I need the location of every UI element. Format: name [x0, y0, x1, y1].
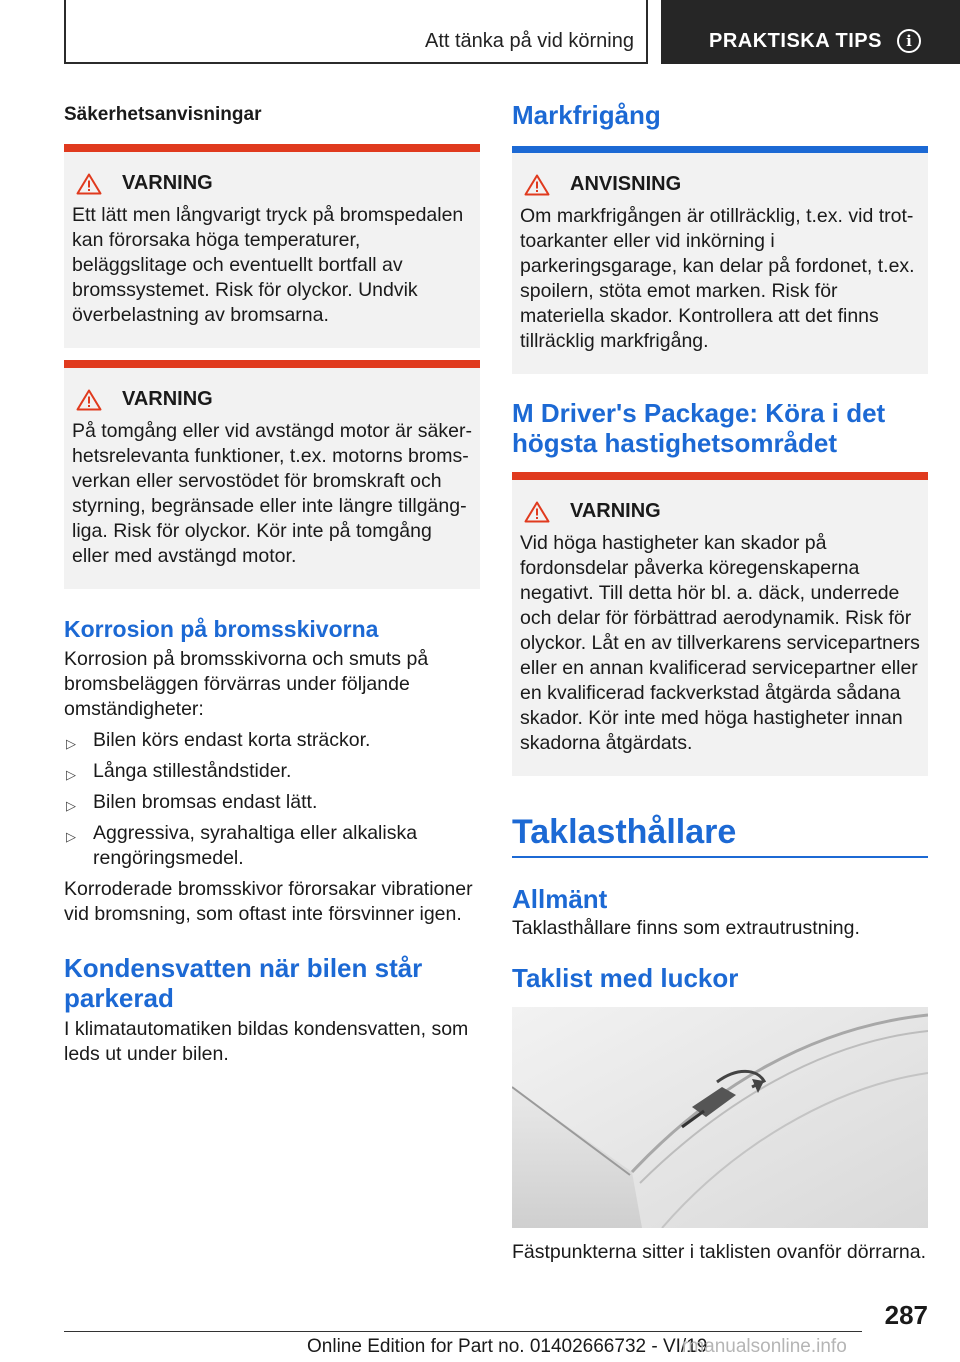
condensation-heading: Kondensvatten när bilen står parkerad — [64, 953, 423, 1013]
warning-label-3: VARNING — [570, 500, 661, 522]
roof-caption: Fästpunkterna sitter i taklisten ovanför dörrarna. — [512, 1241, 927, 1263]
clearance-heading: Markfrigång — [512, 100, 661, 130]
warning-triangle-icon — [524, 501, 550, 523]
warning-triangle-icon — [76, 389, 102, 411]
corrosion-intro: Korrosion på bromsskivorna och smuts på bromsbeläggen förvärras under följande omständigheter: — [64, 648, 429, 720]
header-section-box — [64, 0, 648, 64]
warning-text-2: På tomgång eller vid avstängd motor är säkerhetsrelevanta funktioner, t.ex. motorns bromsverkan eller servostödet för bromskraft och styrning, begränsade eller inte längre tillgängliga. Risk för olyckor. Kör inte på tomgång eller med avstängd motor. — [72, 420, 472, 567]
notice-title — [522, 173, 920, 196]
header-chapter-box — [661, 0, 960, 64]
info-icon[interactable]: i — [897, 29, 921, 53]
corrosion-heading: Korrosion på bromsskivorna — [64, 616, 379, 642]
warning-text-1: Ett lätt men långvarigt tryck på bromspedalen kan förorsaka höga temperaturer, beläggslitage och eventuellt bortfall av bromssystemet. Risk för olyckor. Undvik överbelastning av bromsarna. — [72, 204, 464, 326]
warning-label-1: VARNING — [122, 172, 213, 194]
warning-box-3 — [512, 472, 928, 776]
warning-box-1 — [64, 144, 480, 348]
strip-heading: Taklist med luckor — [512, 963, 739, 993]
warning-title-1 — [74, 172, 472, 195]
triangle-bullet-icon: ▷ — [66, 798, 76, 813]
warning-label-2: VARNING — [122, 388, 213, 410]
corrosion-list — [64, 728, 480, 871]
left-column — [64, 100, 480, 1067]
roof-rail-photo — [512, 1007, 928, 1228]
safety-heading: Säkerhetsanvisningar — [64, 104, 262, 125]
triangle-bullet-icon: ▷ — [66, 829, 76, 844]
header-section-title: Att tänka på vid körning — [424, 30, 634, 52]
list-item: ▷ Långa stilleståndstider. — [64, 759, 480, 784]
triangle-bullet-icon: ▷ — [66, 767, 76, 782]
corrosion-outro: Korroderade bromsskivor förorsakar vibrationer vid bromsning, som oftast inte försvinner igen. — [64, 878, 473, 925]
list-item: ▷ Bilen bromsas endast lätt. — [64, 790, 480, 815]
heading-rule — [512, 856, 928, 858]
warning-title-3 — [522, 500, 920, 523]
header-chapter-title: PRAKTISKA TIPS — [709, 30, 882, 52]
warning-box-2 — [64, 360, 480, 589]
triangle-bullet-icon: ▷ — [66, 736, 76, 751]
warning-triangle-icon — [524, 174, 550, 196]
condensation-text: I klimatautomatiken bildas kondensvatten, som leds ut under bilen. — [64, 1018, 469, 1065]
footer-watermark: rmanualsonline.info — [682, 1336, 847, 1357]
list-item: ▷ Bilen körs endast korta sträckor. — [64, 728, 480, 753]
footer-rule — [64, 1331, 862, 1332]
notice-text: Om markfrigången är otillräcklig, t.ex. vid trottoarkanter eller vid inkörning i parkeringsgarage, kan delar på fordonet, t.ex. spoilern, stöta emot marken. Risk för materiella skador. Kontrollera att det finns tillräcklig markfrigång. — [520, 205, 915, 352]
notice-box — [512, 146, 928, 374]
right-column — [512, 100, 928, 1265]
mdriver-heading: M Driver's Package: Köra i det högsta hastighetsområdet — [512, 398, 886, 458]
footer-edition: Online Edition for Part no. 01402666732 - VI/19 — [307, 1336, 708, 1357]
warning-triangle-icon — [76, 173, 102, 195]
general-text: Taklasthållare finns som extrautrustning. — [512, 917, 860, 939]
roof-heading: Taklasthållare — [512, 813, 737, 851]
list-item: ▷ Aggressiva, syrahaltiga eller alkaliska rengöringsmedel. — [66, 822, 418, 869]
roof-rail-illustration — [512, 1007, 928, 1228]
notice-label: ANVISNING — [570, 173, 682, 195]
general-heading: Allmänt — [512, 884, 608, 914]
page-number: 287 — [884, 1300, 928, 1330]
warning-text-3: Vid höga hastigheter kan skador på fordonsdelar påverka köregenskaperna negativt. Till detta hör bl. a. däck, underrede och delar för förbättrad aerodynamik. Risk för olyckor. Låt en av tillverkarens servicepartners eller en annan kvalificerad servicepartner eller en kvalificerad fackverkstad åtgärda sådana skador. Kör inte med höga hastigheter innan skadorna åtgärdats. — [520, 532, 920, 754]
warning-title-2 — [74, 388, 472, 411]
